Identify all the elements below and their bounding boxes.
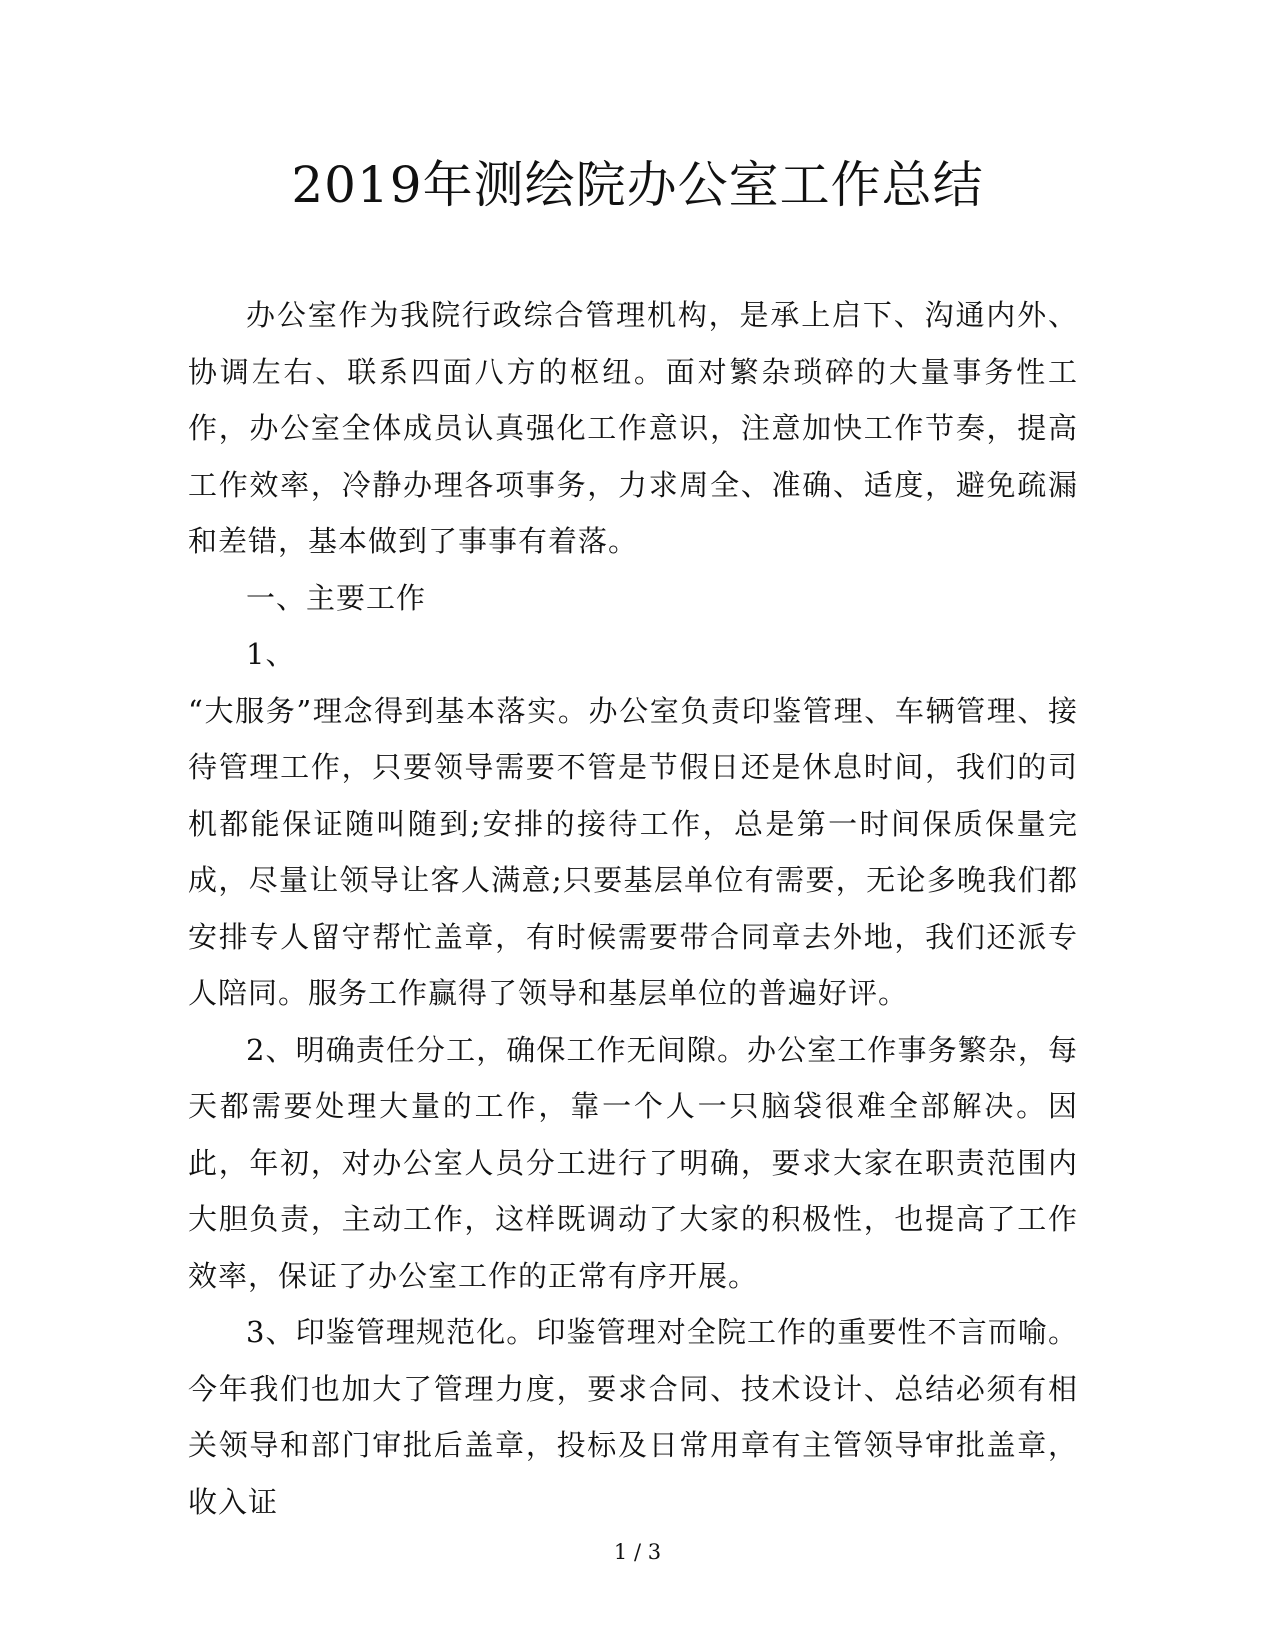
item-3-paragraph: 3、印鉴管理规范化。印鉴管理对全院工作的重要性不言而喻。今年我们也加大了管理力度，要求合同、技术设计、总结必须有相关领导和部门审批后盖章，投标及日常用章有主管领导审批盖章，收入证 (188, 1315, 1078, 1519)
item-2-paragraph: 2、明确责任分工，确保工作无间隙。办公室工作事务繁杂，每天都需要处理大量的工作，靠一个人一只脑袋很难全部解决。因此，年初，对办公室人员分工进行了明确，要求大家在职责范围内大胆负责，主动工作，这样既调动了大家的积极性，也提高了工作效率，保证了办公室工作的正常有序开展。 (188, 1032, 1078, 1293)
item-1-paragraph: “大服务”理念得到基本落实。办公室负责印鉴管理、车辆管理、接待管理工作，只要领导需要不管是节假日还是休息时间，我们的司机都能保证随叫随到;安排的接待工作，总是第一时间保质保量完成，尽量让领导让客人满意;只要基层单位有需要，无论多晚我们都安排专人留守帮忙盖章，有时候需要带合同章去外地，我们还派专人陪同。服务工作赢得了领导和基层单位的普遍好评。 (188, 693, 1078, 1010)
item-number: 1、 (246, 637, 296, 671)
page-number: 1 / 3 (613, 1540, 662, 1564)
section-heading: 一、主要工作 (246, 580, 427, 615)
document-body (188, 287, 1078, 1530)
intro-paragraph: 办公室作为我院行政综合管理机构，是承上启下、沟通内外、协调左右、联系四面八方的枢纽。面对繁杂琐碎的大量事务性工作，办公室全体成员认真强化工作意识，注意加快工作节奏，提高工作效率，冷静办理各项事务，力求周全、准确、适度，避免疏漏和差错，基本做到了事事有着落。 (188, 298, 1078, 558)
document-title: 2019年测绘院办公室工作总结 (291, 156, 984, 214)
